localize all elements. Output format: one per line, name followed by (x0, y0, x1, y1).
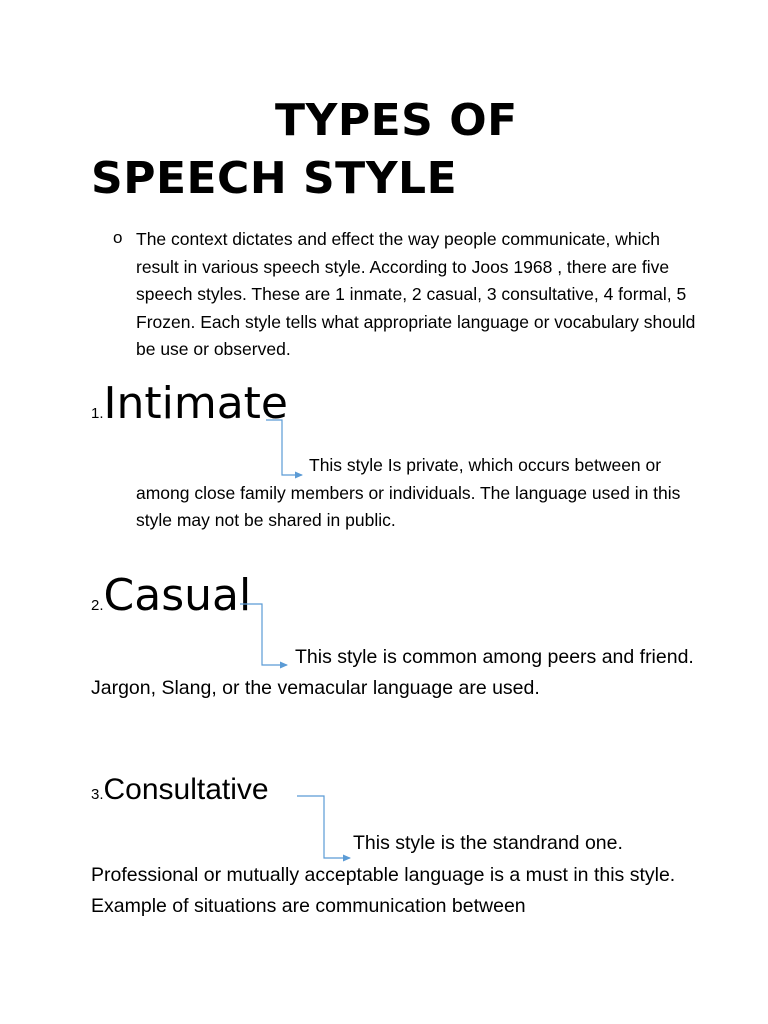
section-heading-text: Consultative (103, 773, 269, 806)
section-number: 1. (91, 405, 104, 422)
section-description-casual: This style is common among peers and friend. Jargon, Slang, or the vemacular language are used. (91, 646, 694, 699)
section-number: 3. (91, 786, 104, 803)
document-title (91, 92, 691, 208)
title-line-1: TYPES OF (275, 95, 518, 146)
section-description-consultative: This style is the standrand one. Professional or mutually acceptable language is a must in this style. Example of situations are communication between (91, 832, 676, 917)
section-number: 2. (91, 597, 104, 614)
title-line-2: SPEECH STYLE (91, 153, 458, 204)
section-heading-casual (91, 566, 251, 636)
section-heading-text: Intimate (103, 378, 289, 429)
section-heading-intimate (91, 374, 288, 444)
section-heading-consultative (91, 770, 269, 815)
bullet-marker: o (113, 228, 123, 247)
intro-paragraph: The context dictates and effect the way people communicate, which result in various speech style. According to Joos 1968 , there are five speech styles. These are 1 inmate, 2 casual, 3 consultative, 4 formal, 5 Frozen. Each style tells what appropriate language or vocabulary should be use or observed. (136, 229, 696, 360)
section-heading-text: Casual (103, 570, 252, 621)
section-description-intimate: This style Is private, which occurs between or among close family members or individuals. The language used in this style may not be shared in public. (136, 455, 681, 530)
